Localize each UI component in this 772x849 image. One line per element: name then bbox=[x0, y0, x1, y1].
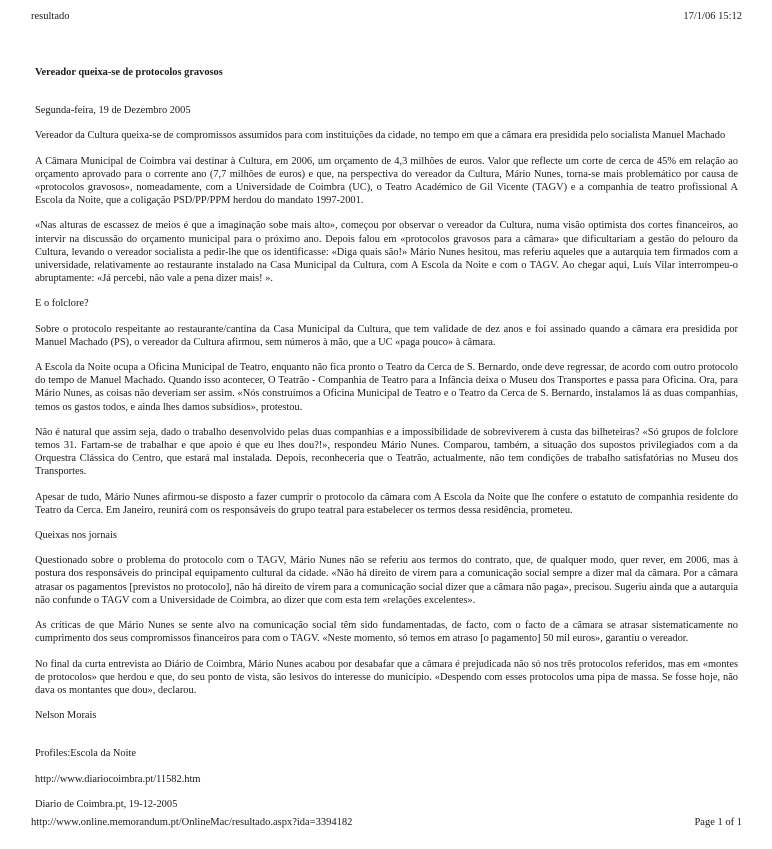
article-date: Segunda-feira, 19 de Dezembro 2005 bbox=[35, 105, 191, 117]
article-paragraph: Apesar de tudo, Mário Nunes afirmou-se disposto a fazer cumprir o protocolo da câmara com A Escola da Noite que lhe confere o estatuto de companhia residente do Teatro da Cerca. Em Janeiro, reunirá com os responsáveis do grupo teatral para estabelecer os termos dessa residência, prometeu. bbox=[35, 491, 738, 516]
article-source-url: http://www.diariocoimbra.pt/11582.htm bbox=[35, 773, 201, 785]
article-paragraph: A Câmara Municipal de Coimbra vai destinar à Cultura, em 2006, um orçamento de 4,3 milhões de euros. Valor que reflecte um corte de cerca de 45% em relação ao orçamento aprovado para o corrente ano (7,7 milhões de euros) e que, na perspectiva do vereador da Cultura, Mário Nunes, torna-se mais problemático por causa de «protocolos gravosos», nomeadamente, com a Universidade de Coimbra (UC), o Teatro Académico de Gil Vicente (TAGV) e a companhia de teatro profissional A Escola da Noite, que a coligação PSD/PP/PPM herdou do mandato 1997-2001. bbox=[35, 155, 738, 207]
article bbox=[35, 66, 738, 811]
article-author: Nelson Morais bbox=[35, 710, 97, 722]
article-subheading: E o folclore? bbox=[35, 298, 89, 310]
article-paragraph: «Nas alturas de escassez de meios é que a imaginação sobe mais alto», começou por observar o vereador da Cultura, numa visão optimista dos cortes financeiros, ao intervir na discussão do orçamento municipal para o próximo ano. Depois falou em «protocolos gravosos para a câmara» que dificultariam a gestão do pelouro da Cultura, levando o vereador socialista a pedir-lhe que os identificasse: «Diga quais são!» Mário Nunes hesitou, mas referiu aqueles que a autarquia tem firmados com a universidade, relativamente ao restaurante instalado na Casa Municipal da Cultura, com A Escola da Noite e com o TAGV. Ao chegar aqui, Luís Vilar interrompeu-o abruptamente: «Já percebi, não vale a pena dizer mais! ». bbox=[35, 220, 738, 285]
article-paragraph: As críticas de que Mário Nunes se sente alvo na comunicação social têm sido fundamentadas, de facto, com o facto de a câmara se atrasar sistematicamente no cumprimento dos seus compromissos financeiros para com o TAGV. «Neste momento, só temos em atraso [o pagamento] 50 mil euros», garantiu o vereador. bbox=[35, 620, 738, 645]
article-paragraph: Questionado sobre o problema do protocolo com o TAGV, Mário Nunes não se referiu aos termos do contrato, que, de qualquer modo, quer rever, em 2006, mas à postura dos responsáveis do principal equipamento cultural da cidade. «Não há direito de virem para a comunicação social sempre a dizer mal da câmara. Por a câmara atrasar os pagamentos [previstos no protocolo], não há direito de virem para a comunicação social dizer que a câmara não paga», precisou. Sugeriu ainda que a autarquia não confunde o TAGV com a Universidade de Coimbra, ao dizer que com esta tem «relações excelentes». bbox=[35, 555, 738, 606]
article-paragraph: No final da curta entrevista ao Diário de Coimbra, Mário Nunes acabou por desabafar que a câmara é prejudicada não só nos três protocolos referidos, mas em «montes de protocolos» que herdou e que, do seu ponto de vista, são lesivos do interesse do município. «Despendo com esses protocolos uma pipa de massa. Se fosse hoje, não dava os montantes que dou», declarou. bbox=[35, 658, 738, 696]
article-paragraph: Não é natural que assim seja, dado o trabalho desenvolvido pelas duas companhias e a impossibilidade de sobreviverem à custa das bilheteiras? «Só grupos de folclore temos 31. Fartam-se de trabalhar e que apoio é que eu lhes dou?!», respondeu Mário Nunes. Comparou, também, a situação dos supostos privilegiados com a da Orquestra Clássica do Centro, que estará mal instalada. Depois, reconheceria que o Teatrão, actualmente, não tem condições de trabalho satisfatórias no Museu dos Transportes. bbox=[35, 426, 738, 478]
print-footer-url: http://www.online.memorandum.pt/OnlineMac/resultado.aspx?ida=3394182 bbox=[31, 817, 353, 828]
print-header-datetime: 17/1/06 15:12 bbox=[683, 11, 742, 22]
article-source: Diario de Coimbra.pt, 19-12-2005 bbox=[35, 798, 178, 810]
article-subheading: Queixas nos jornais bbox=[35, 530, 117, 542]
article-lead: Vereador da Cultura queixa-se de compromissos assumidos para com instituições da cidade, no tempo em que a câmara era presidida pelo socialista Manuel Machado bbox=[35, 130, 726, 142]
article-profiles: Profiles:Escola da Noite bbox=[35, 748, 136, 760]
article-paragraph: A Escola da Noite ocupa a Oficina Municipal de Teatro, enquanto não fica pronto o Teatro da Cerca de S. Bernardo, onde deve regressar, de acordo com outro protocolo do tempo de Manuel Machado. Quando isso acontecer, O Teatrão - Companhia de Teatro para a Infância deixa o Museu dos Transportes e passa para Oficina. Ora, para Mário Nunes, as coisas não deveriam ser assim. «Nós construímos a Oficina Municipal de Teatro e o Teatro da Cerca de S. Bernardo, instalamos lá as duas companhias, temos os gastos todos, e ainda lhes damos subsídios», protestou. bbox=[35, 362, 738, 413]
article-paragraph: Sobre o protocolo respeitante ao restaurante/cantina da Casa Municipal da Cultura, que tem validade de dez anos e foi assinado quando a câmara era presidida por Manuel Machado (PS), o vereador da Cultura afirmou, sem números à mão, que a UC «paga pouco» à câmara. bbox=[35, 323, 738, 348]
article-title: Vereador queixa-se de protocolos gravosos bbox=[35, 67, 223, 78]
print-header-title: resultado bbox=[31, 11, 70, 22]
print-footer-page-number: Page 1 of 1 bbox=[694, 817, 742, 828]
